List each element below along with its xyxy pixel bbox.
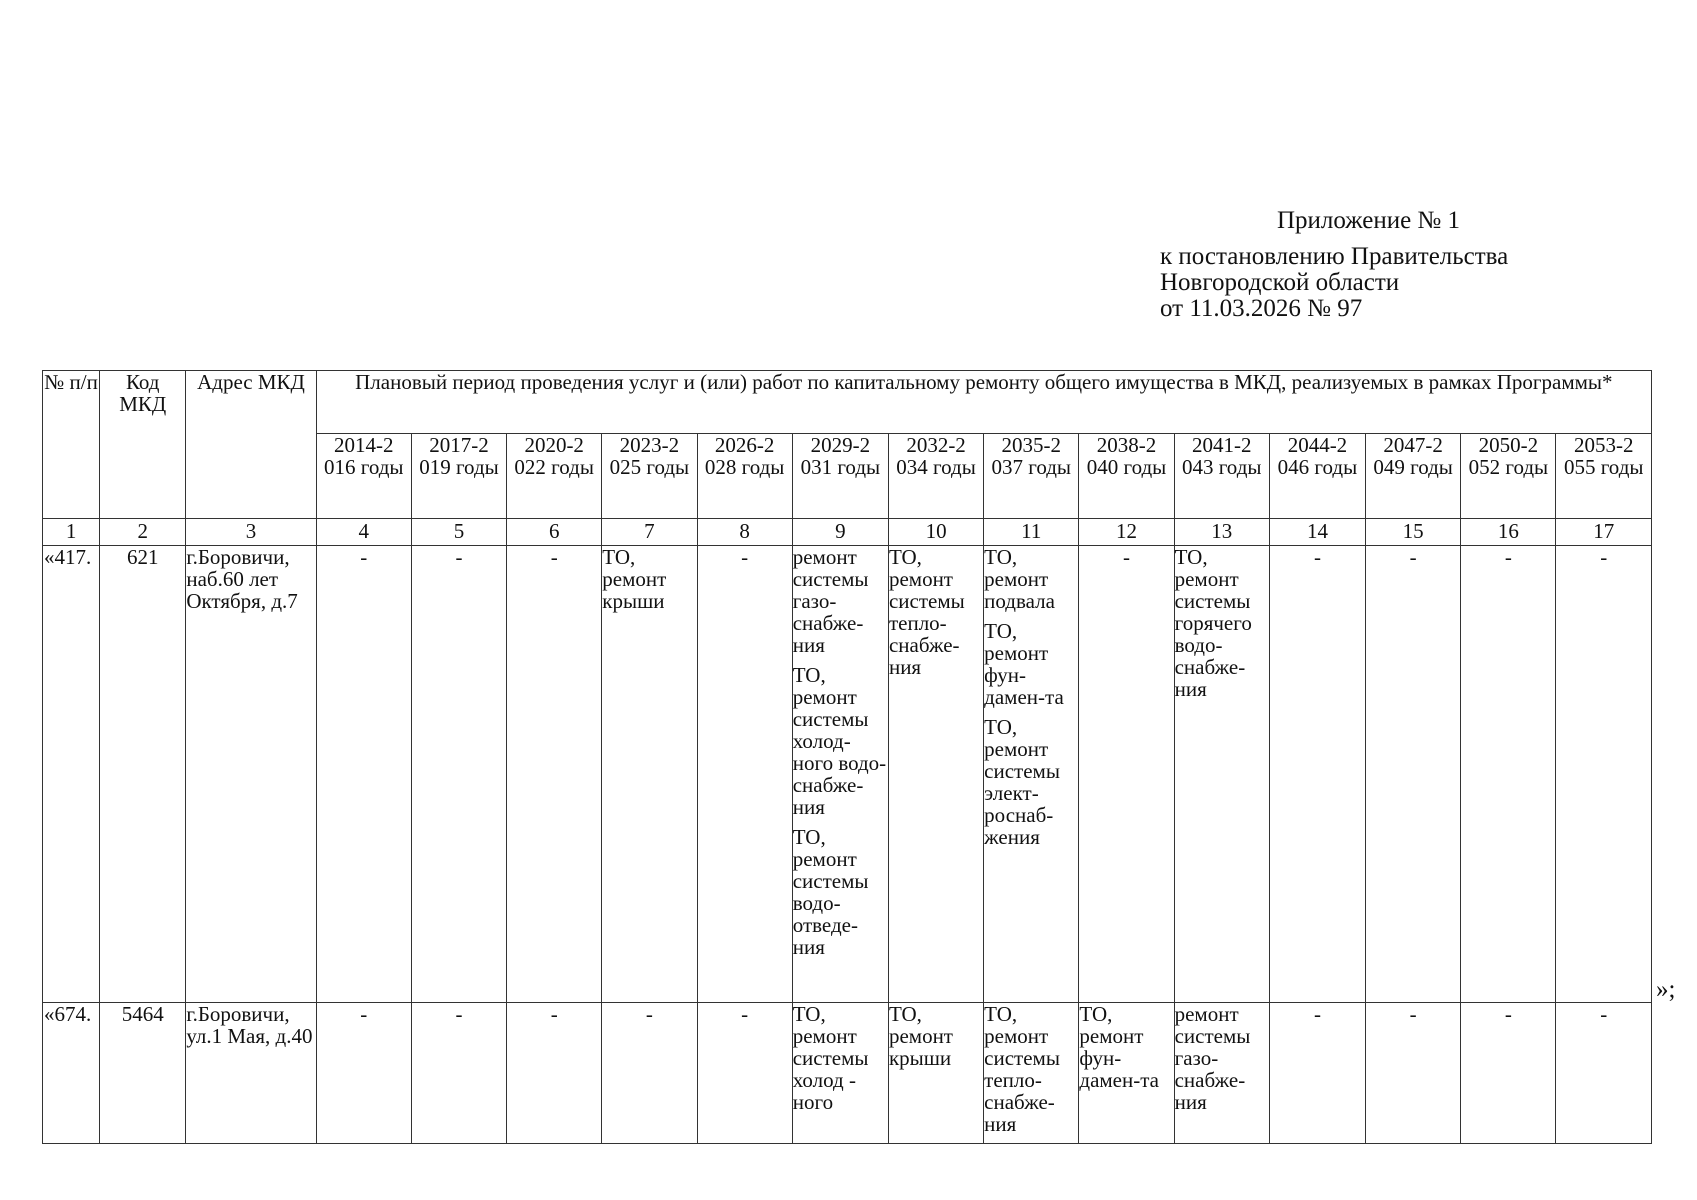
table-row: [43, 1003, 1652, 1144]
period-cell: [1556, 546, 1652, 1003]
header-period: 2053-2 055 годы: [1556, 434, 1652, 519]
period-cell: [984, 546, 1079, 1003]
header-period: 2029-2 031 годы: [792, 434, 888, 519]
header-period: 2026-2 028 годы: [697, 434, 792, 519]
capital-repair-table: [42, 370, 1652, 1144]
row-code: 621: [100, 546, 186, 1003]
header-plan-period: Плановый период проведения услуг и (или) работ по капитальному ремонту общего имущества в МКД, реализуемых в рамках Программы*: [316, 371, 1651, 434]
work-item: ТО, ремонт системы холод-ного водо-снабже-ния: [792, 663, 887, 819]
column-number: 13: [1174, 519, 1269, 546]
column-number: 4: [316, 519, 411, 546]
header-period: 2035-2 037 годы: [984, 434, 1079, 519]
column-number: 1: [43, 519, 100, 546]
row-number: «417.: [43, 546, 100, 1003]
period-cell: [1269, 1003, 1365, 1144]
work-item: ТО, ремонт системы водо-отведе-ния: [792, 825, 869, 959]
column-number: 12: [1079, 519, 1174, 546]
appendix-line-2: Новгородской области: [1160, 269, 1400, 296]
row-number: «674.: [43, 1003, 100, 1144]
empty-marker: -: [1600, 545, 1608, 569]
header-address: Адрес МКД: [186, 371, 316, 519]
empty-marker: -: [455, 545, 463, 569]
column-number: 2: [100, 519, 186, 546]
work-item: ТО, ремонт системы элект-роснаб-жения: [984, 715, 1060, 849]
empty-marker: -: [741, 545, 749, 569]
work-item: ТО, ремонт системы холод - ного: [792, 1002, 869, 1114]
appendix-line-3: от 11.03.2026 № 97: [1160, 295, 1363, 322]
period-cell: [792, 1003, 888, 1144]
period-cell: [888, 1003, 983, 1144]
empty-marker: -: [1504, 1002, 1512, 1026]
empty-marker: -: [360, 1002, 368, 1026]
work-item: ТО, ремонт подвала: [984, 545, 1055, 613]
work-item: ремонт системы газо-снабже-ния: [1174, 1002, 1251, 1114]
period-cell: [1461, 546, 1556, 1003]
column-number: 11: [984, 519, 1079, 546]
header-period: 2044-2 046 годы: [1269, 434, 1365, 519]
empty-marker: -: [645, 1002, 653, 1026]
work-item: ТО, ремонт фун-дамен-та: [1079, 1002, 1159, 1092]
period-cell: [411, 1003, 506, 1144]
closing-mark: »;: [1656, 976, 1676, 1003]
empty-marker: -: [1409, 545, 1417, 569]
empty-marker: -: [741, 1002, 749, 1026]
empty-marker: -: [1409, 1002, 1417, 1026]
column-number: 10: [888, 519, 983, 546]
row-code: 5464: [100, 1003, 186, 1144]
row-address: г.Боровичи, ул.1 Мая, д.40: [186, 1003, 316, 1144]
period-cell: [1079, 546, 1174, 1003]
period-cell: [1079, 1003, 1174, 1144]
period-cell: [697, 1003, 792, 1144]
empty-marker: -: [550, 545, 558, 569]
work-item: ремонт системы газо-снабже-ния: [792, 545, 869, 657]
empty-marker: -: [1313, 545, 1321, 569]
header-period: 2050-2 052 годы: [1461, 434, 1556, 519]
empty-marker: -: [550, 1002, 558, 1026]
empty-marker: -: [1313, 1002, 1321, 1026]
header-code: Код МКД: [100, 371, 186, 519]
empty-marker: -: [1123, 545, 1130, 569]
period-cell: [602, 1003, 697, 1144]
period-cell: [1366, 1003, 1461, 1144]
period-cell: [1556, 1003, 1652, 1144]
header-period: 2014-2 016 годы: [316, 434, 411, 519]
appendix-title: Приложение № 1: [1277, 207, 1461, 234]
period-cell: [411, 546, 506, 1003]
column-number: 6: [507, 519, 602, 546]
column-number: 5: [411, 519, 506, 546]
empty-marker: -: [455, 1002, 463, 1026]
period-cell: [1174, 1003, 1269, 1144]
work-item: ТО, ремонт крыши: [888, 1002, 953, 1070]
period-cell: [1269, 546, 1365, 1003]
header-period: 2038-2 040 годы: [1079, 434, 1174, 519]
empty-marker: -: [1600, 1002, 1608, 1026]
period-cell: [1174, 546, 1269, 1003]
work-item: ТО, ремонт крыши: [602, 545, 667, 613]
column-number: 14: [1269, 519, 1365, 546]
period-cell: [888, 546, 983, 1003]
column-number: 16: [1461, 519, 1556, 546]
column-number: 8: [697, 519, 792, 546]
header-num: № п/п: [43, 371, 100, 519]
period-cell: [316, 1003, 411, 1144]
column-number: 3: [186, 519, 316, 546]
header-period: 2041-2 043 годы: [1174, 434, 1269, 519]
work-item: ТО, ремонт фун-дамен-та: [984, 619, 1064, 709]
appendix-header: [1160, 208, 1680, 322]
period-cell: [316, 546, 411, 1003]
empty-marker: -: [360, 545, 368, 569]
period-cell: [1366, 546, 1461, 1003]
period-cell: [602, 546, 697, 1003]
work-item: ТО, ремонт системы тепло-снабже-ния: [888, 545, 965, 679]
work-item: ТО, ремонт системы тепло-снабже-ния: [984, 1002, 1060, 1136]
column-number: 17: [1556, 519, 1652, 546]
header-period: 2047-2 049 годы: [1366, 434, 1461, 519]
empty-marker: -: [1504, 545, 1512, 569]
period-cell: [984, 1003, 1079, 1144]
column-number: 15: [1366, 519, 1461, 546]
column-number: 9: [792, 519, 888, 546]
header-period: 2032-2 034 годы: [888, 434, 983, 519]
period-cell: [792, 546, 888, 1003]
row-address: г.Боровичи, наб.60 лет Октября, д.7: [186, 546, 316, 1003]
period-cell: [507, 546, 602, 1003]
period-cell: [697, 546, 792, 1003]
work-item: ТО, ремонт системы горячего водо-снабже-ния: [1174, 545, 1252, 701]
period-cell: [507, 1003, 602, 1144]
table-row: [43, 546, 1652, 1003]
column-number: 7: [602, 519, 697, 546]
header-period: 2020-2 022 годы: [507, 434, 602, 519]
header-period: 2023-2 025 годы: [602, 434, 697, 519]
appendix-line-1: к постановлению Правительства: [1160, 243, 1509, 270]
period-cell: [1461, 1003, 1556, 1144]
header-period: 2017-2 019 годы: [411, 434, 506, 519]
